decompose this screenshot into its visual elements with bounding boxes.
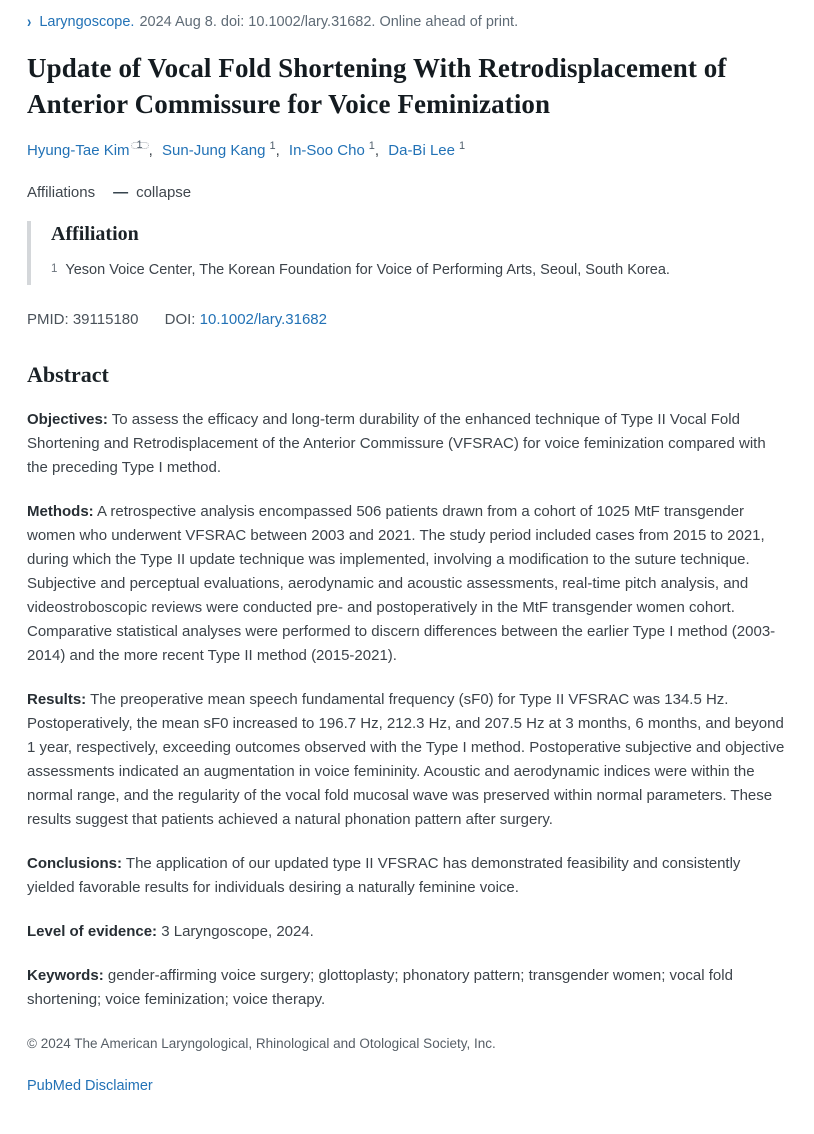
affiliation-number: 1 <box>51 263 58 275</box>
author-link[interactable]: Hyung-Tae Kim <box>27 142 130 159</box>
author-link[interactable]: Sun-Jung Kang <box>162 142 266 159</box>
abstract-objectives-paragraph <box>27 408 787 480</box>
objectives-label: Objectives: <box>27 411 108 428</box>
collapse-minus-icon: — <box>113 184 129 201</box>
journal-link[interactable]: Laryngoscope. <box>39 14 135 30</box>
level-of-evidence-paragraph <box>27 920 787 944</box>
author-separator: , <box>374 142 380 159</box>
results-text: The preoperative mean speech fundamental frequency (sF0) for Type II VFSRAC was 134.5 Hz. Postoperatively, the mean sF0 increased to 196.7 Hz, 212.3 Hz, and 207.5 Hz at 3 months, 6 months, and beyond 1 year, respectively, exceeding outcomes observed with the Type I method. Postoperative subjective and objective assessments indicated an augmentation in voice femininity. Acoustic and aerodynamic indices were within the normal range, and the regularity of the vocal fold mucosal wave was preserved within normal parameters. These results suggest that patients achieved a natural phonation pattern after surgery. <box>27 691 785 828</box>
affiliations-toggle-row <box>27 184 788 201</box>
results-label: Results: <box>27 691 87 708</box>
author-affiliation-sup[interactable]: 1 <box>269 140 276 152</box>
article-title: Update of Vocal Fold Shortening With Retrodisplacement of Anterior Commissure for Voice Feminization <box>27 53 727 119</box>
affiliations-label: Affiliations <box>27 184 96 201</box>
abstract-methods-paragraph <box>27 500 787 668</box>
doi-link[interactable]: 10.1002/lary.31682 <box>199 311 327 328</box>
author-separator: , <box>148 142 153 159</box>
author-link[interactable]: In-Soo Cho <box>288 142 365 159</box>
chevron-right-icon[interactable]: › <box>27 12 32 31</box>
doi-label: DOI: <box>164 311 196 328</box>
pmid-label: PMID: <box>27 311 69 328</box>
objectives-text: To assess the efficacy and long-term durability of the enhanced technique of Type II Vocal Fold Shortening and Retrodisplacement of the Anterior Commissure (VFSRAC) for voice feminization compared with the preceding Type I method. <box>27 411 766 476</box>
author-affiliation-sup[interactable]: 1 <box>458 140 466 152</box>
author-affiliation-sup[interactable]: 1 <box>131 142 149 149</box>
pmid-value: 39115180 <box>72 311 139 328</box>
authors-list <box>27 139 788 163</box>
abstract-results-paragraph <box>27 688 787 832</box>
author-separator: , <box>275 142 280 159</box>
affiliation-heading: Affiliation <box>51 223 139 245</box>
keywords-label: Keywords: <box>27 967 104 984</box>
collapse-button-label: collapse <box>136 184 192 201</box>
affiliation-section <box>27 221 788 285</box>
citation-banner <box>27 14 788 30</box>
methods-text: A retrospective analysis encompassed 506 patients drawn from a cohort of 1025 MtF transgender women who underwent VFSRAC between 2003 and 2021. The study period included cases from 2015 to 2021, during which the Type II update technique was implemented, involving a modification to the suture technique. Subjective and perceptual evaluations, aerodynamic and acoustic assessments, real-time pitch analysis, and videostroboscopic reviews were conducted pre- and postoperatively in the MtF transgender women cohort. Comparative statistical analyses were performed to discern differences between the earlier Type I method (2003-2014) and the more recent Type II method (2015-2021). <box>27 503 776 664</box>
abstract-heading: Abstract <box>27 362 109 387</box>
conclusions-text: The application of our updated type II VFSRAC has demonstrated feasibility and consistently yielded favorable results for individuals desiring a naturally feminine voice. <box>27 855 741 896</box>
keywords-text: gender-affirming voice surgery; glottoplasty; phonatory pattern; transgender women; vocal fold shortening; voice feminization; voice therapy. <box>27 967 733 1008</box>
citation-details: 2024 Aug 8. doi: 10.1002/lary.31682. Online ahead of print. <box>139 14 519 30</box>
pubmed-disclaimer-link[interactable]: PubMed Disclaimer <box>27 1078 153 1094</box>
methods-label: Methods: <box>27 503 94 520</box>
level-of-evidence-text: 3 Laryngoscope, 2024. <box>161 923 314 940</box>
author-affiliation-sup[interactable]: 1 <box>368 140 375 152</box>
affiliations-collapse-button[interactable] <box>113 184 191 201</box>
conclusions-label: Conclusions: <box>27 855 123 872</box>
copyright-notice: © 2024 The American Laryngological, Rhinological and Otological Society, Inc. <box>27 1036 496 1051</box>
keywords-paragraph <box>27 964 787 1012</box>
identifiers-row <box>27 311 788 328</box>
author-link[interactable]: Da-Bi Lee <box>388 142 455 159</box>
level-of-evidence-label: Level of evidence: <box>27 923 158 940</box>
affiliation-text: Yeson Voice Center, The Korean Foundation for Voice of Performing Arts, Seoul, South Korea. <box>65 262 670 278</box>
abstract-conclusions-paragraph <box>27 852 787 900</box>
affiliation-item <box>51 258 788 281</box>
